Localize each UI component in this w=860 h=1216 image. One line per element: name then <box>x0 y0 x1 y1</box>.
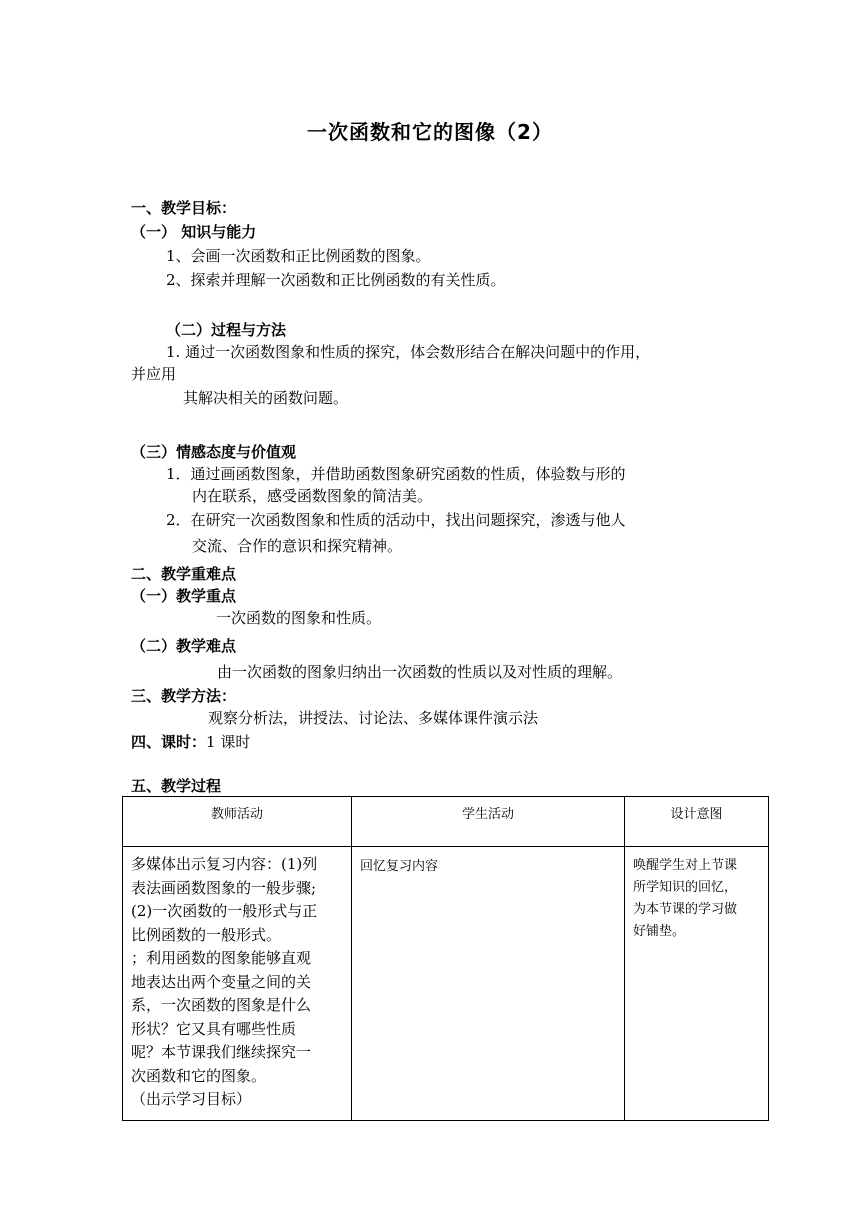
section-1-sub-2-item-line-3: 其解决相关的函数问题。 <box>183 389 349 407</box>
section-4-text: 1 课时 <box>206 733 251 751</box>
section-1-sub-2-heading: （二）过程与方法 <box>166 321 287 339</box>
table-row <box>123 847 769 1121</box>
teacher-line: 形状？它又具有哪些性质 <box>131 1019 297 1038</box>
section-3-heading: 三、教学方法： <box>131 687 237 705</box>
section-1-sub-2-item-line-1: 1. 通过一次函数图象和性质的探究，体会数形结合在解决问题中的作用， <box>166 343 651 361</box>
section-4-heading: 四、课时： <box>131 733 207 751</box>
section-1-sub-1-item-2: 2、探索并理解一次函数和正比例函数的有关性质。 <box>166 271 506 289</box>
section-2-heading: 二、教学重难点 <box>131 565 237 583</box>
section-1-sub-3-item-1-line-1: 1．通过画函数图象，并借助函数图象研究函数的性质，体验数与形的 <box>166 465 626 483</box>
student-activity-cell <box>352 847 625 1121</box>
student-activity-text: 回忆复习内容 <box>360 859 439 874</box>
design-line: 好铺垫。 <box>633 924 686 939</box>
section-2-sub-1-heading: （一）教学重点 <box>131 587 237 605</box>
teacher-line: （出示学习目标） <box>131 1090 252 1108</box>
teacher-line: 呢？本节课我们继续探究一 <box>131 1043 312 1061</box>
teacher-line: 多媒体出示复习内容：(1)列 <box>131 855 318 873</box>
header-student-activity: 学生活动 <box>352 797 625 847</box>
section-1-heading: 一、教学目标： <box>131 199 237 217</box>
section-1-sub-3-heading: （三）情感态度与价值观 <box>131 443 297 461</box>
teacher-line: 比例函数的一般形式。 <box>131 925 282 944</box>
teacher-line: ；利用函数的图象能够直观 <box>131 949 312 967</box>
section-1-sub-2-item-line-2: 并应用 <box>131 365 177 383</box>
section-1-sub-3-item-1-line-2: 内在联系，感受函数图象的简洁美。 <box>192 487 433 505</box>
teacher-line: 地表达出两个变量之间的关 <box>131 972 312 991</box>
section-2-sub-1-text: 一次函数的图象和性质。 <box>216 609 382 627</box>
design-line: 所学知识的回忆， <box>633 880 738 895</box>
page-title: 一次函数和它的图像（2） <box>307 120 553 144</box>
header-design-intent: 设计意图 <box>625 797 769 847</box>
teacher-activity-cell <box>123 847 352 1121</box>
design-line: 唤醒学生对上节课 <box>633 858 738 873</box>
teacher-line: 系，一次函数的图象是什么 <box>131 996 312 1014</box>
section-4-line <box>131 732 250 752</box>
section-1-sub-1-item-1: 1、会画一次函数和正比例函数的图象。 <box>166 247 431 265</box>
section-1-sub-3-item-2-line-1: 2．在研究一次函数图象和性质的活动中，找出问题探究，渗透与他人 <box>166 511 626 529</box>
section-1-sub-3-item-2-line-2: 交流、合作的意识和探究精神。 <box>192 537 403 555</box>
section-1-sub-1-heading: （一） 知识与能力 <box>131 223 257 241</box>
teacher-line: 表法画函数图象的一般步骤; <box>131 878 317 897</box>
section-2-sub-2-text: 由一次函数的图象归纳出一次函数的性质以及对性质的理解。 <box>217 663 623 681</box>
header-teacher-activity: 教师活动 <box>123 797 352 847</box>
section-2-sub-2-heading: （二）教学难点 <box>131 637 237 655</box>
teacher-line: (2)一次函数的一般形式与正 <box>131 902 318 920</box>
design-line: 为本节课的学习做 <box>633 902 738 917</box>
teaching-process-table <box>122 796 769 1121</box>
design-intent-cell <box>625 847 769 1121</box>
section-5-heading: 五、教学过程 <box>131 777 222 795</box>
teacher-line: 次函数和它的图象。 <box>131 1066 267 1085</box>
table-header-row <box>123 797 769 847</box>
section-3-text: 观察分析法，讲授法、讨论法、多媒体课件演示法 <box>208 709 539 727</box>
